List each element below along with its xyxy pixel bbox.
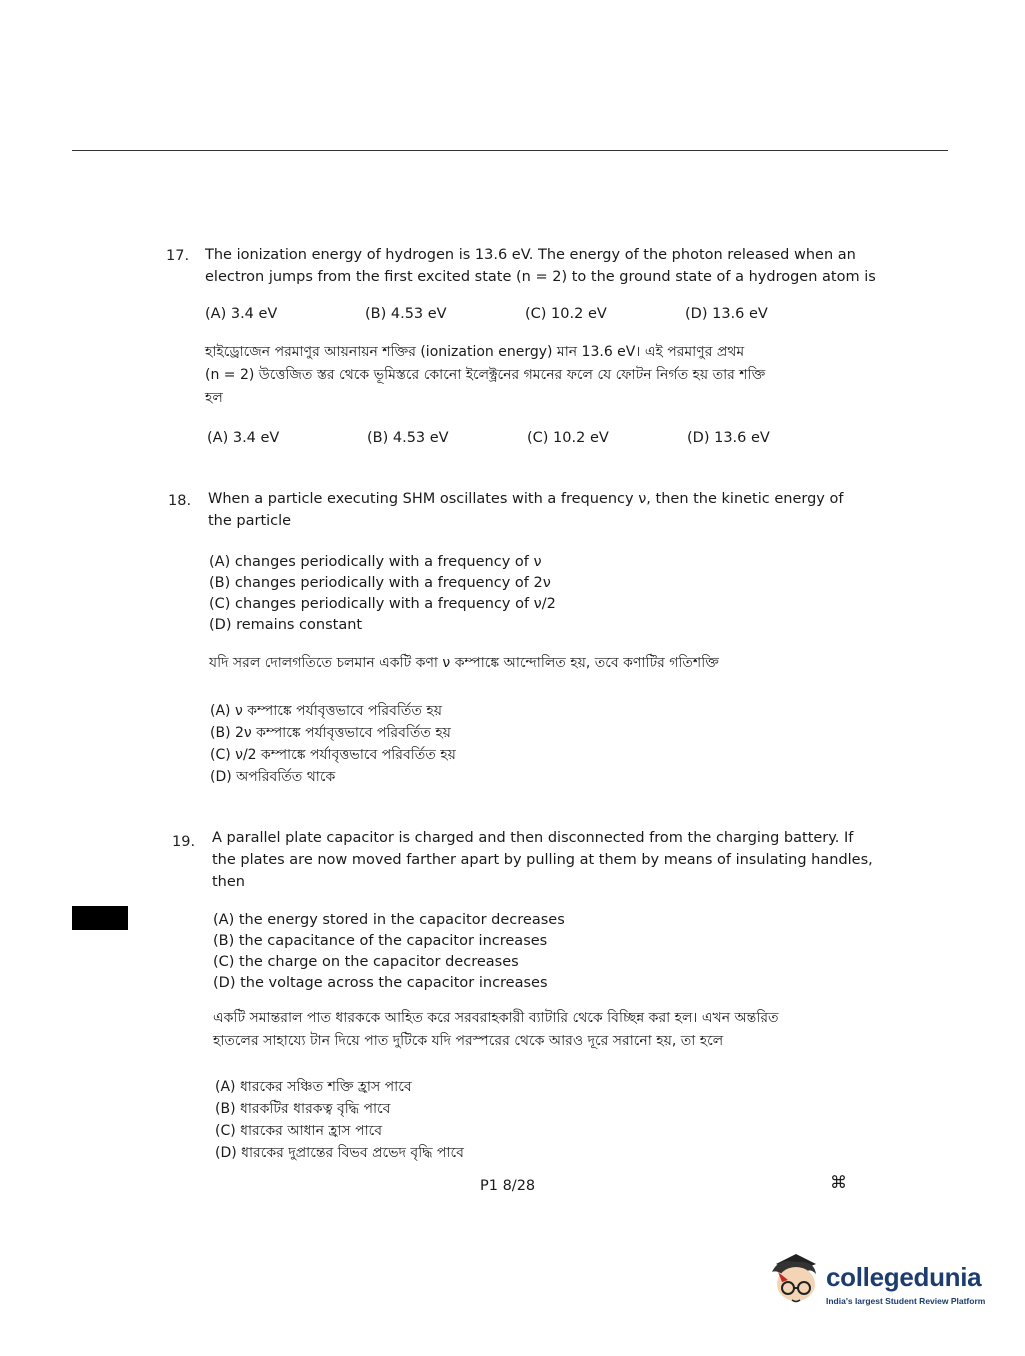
- mascot-icon: [766, 1250, 822, 1312]
- options-bn: [207, 430, 847, 446]
- option-d: (D) 13.6 eV: [685, 306, 768, 322]
- brand-tagline: India's largest Student Review Platform: [826, 1296, 986, 1306]
- question-number: 19.: [172, 834, 196, 850]
- option-d: (D) ধারকের দুপ্রান্তের বিভব প্রভেদ বৃদ্ধি পাবে: [215, 1145, 464, 1161]
- option-b: (B) 4.53 eV: [367, 430, 449, 446]
- redaction-block: [72, 906, 128, 930]
- option-b: (B) the capacitance of the capacitor increases: [213, 933, 548, 949]
- question-stem-bn: যদি সরল দোলগতিতে চলমান একটি কণা ν কম্পাঙ্কে আন্দোলিত হয়, তবে কণাটির গতিশক্তি: [209, 655, 719, 671]
- options-en: [209, 552, 556, 636]
- question-number: 18.: [168, 493, 192, 509]
- question-number: 17.: [166, 248, 190, 264]
- option-d: (D) 13.6 eV: [687, 430, 770, 446]
- option-a: (A) ν কম্পাঙ্কে পর্যাবৃত্তভাবে পরিবর্তিত হয়: [210, 703, 442, 719]
- option-c: (C) 10.2 eV: [525, 306, 607, 322]
- question-stem-en: When a particle executing SHM oscillates with a frequency ν, then the kinetic energy of the particle: [208, 491, 844, 529]
- option-b: (B) 2ν কম্পাঙ্কে পর্যাবৃত্তভাবে পরিবর্তিত হয়: [210, 725, 451, 741]
- option-b: (B) 4.53 eV: [365, 306, 447, 322]
- option-d: (D) অপরিবর্তিত থাকে: [210, 769, 336, 785]
- option-a: (A) the energy stored in the capacitor decreases: [213, 912, 565, 928]
- option-c: (C) 10.2 eV: [527, 430, 609, 446]
- options-bn: [215, 1076, 464, 1164]
- option-b: (B) changes periodically with a frequency of 2ν: [209, 575, 551, 591]
- option-c: (C) the charge on the capacitor decreases: [213, 954, 519, 970]
- command-symbol: ⌘: [830, 1173, 847, 1193]
- option-c: (C) changes periodically with a frequency of ν/2: [209, 596, 556, 612]
- option-a: (A) 3.4 eV: [205, 306, 278, 322]
- option-d: (D) the voltage across the capacitor increases: [213, 975, 548, 991]
- options-bn: [210, 700, 456, 788]
- option-a: (A) changes periodically with a frequency of ν: [209, 554, 542, 570]
- question-stem-bn: একটি সমান্তরাল পাত ধারককে আহিত করে সরবরাহকারী ব্যাটারি থেকে বিচ্ছিন্ন করা হল। এখন অন্তরিত হাতলের সাহায্যে টান দিয়ে পাত দুটিকে যদি পরস্পরের থেকে আরও দূরে সরানো হয়, তা হলে: [213, 1010, 779, 1049]
- option-c: (C) ν/2 কম্পাঙ্কে পর্যাবৃত্তভাবে পরিবর্তিত হয়: [210, 747, 456, 763]
- question-stem-en: A parallel plate capacitor is charged and then disconnected from the charging battery. If the plates are now moved farther apart by pulling at them by means of insulating handles, then: [212, 830, 873, 890]
- collegedunia-logo: [766, 1250, 1006, 1320]
- options-en: [213, 910, 565, 994]
- option-b: (B) ধারকটির ধারকত্ব বৃদ্ধি পাবে: [215, 1101, 391, 1117]
- header-rule: [72, 150, 948, 151]
- option-a: (A) 3.4 eV: [207, 430, 280, 446]
- page-number: P1 8/28: [480, 1178, 536, 1194]
- brand-name: collegedunia: [826, 1262, 982, 1292]
- question-stem-bn: হাইড্রোজেন পরমাণুর আয়নায়ন শক্তির (ionization energy) মান 13.6 eV। এই পরমাণুর প্রথম (n = 2) উত্তেজিত স্তর থেকে ভূমিস্তরে কোনো ইলেক্ট্রনের গমনের ফলে যে ফোটন নির্গত হয় তার শক্তি হল: [205, 344, 766, 406]
- option-d: (D) remains constant: [209, 617, 363, 633]
- option-a: (A) ধারকের সঞ্চিত শক্তি হ্রাস পাবে: [215, 1079, 412, 1095]
- question-stem-en: The ionization energy of hydrogen is 13.6 eV. The energy of the photon released when an electron jumps from the first excited state (n = 2) to the ground state of a hydrogen atom is: [205, 247, 876, 285]
- options-en: [205, 306, 845, 322]
- option-c: (C) ধারকের আধান হ্রাস পাবে: [215, 1123, 383, 1139]
